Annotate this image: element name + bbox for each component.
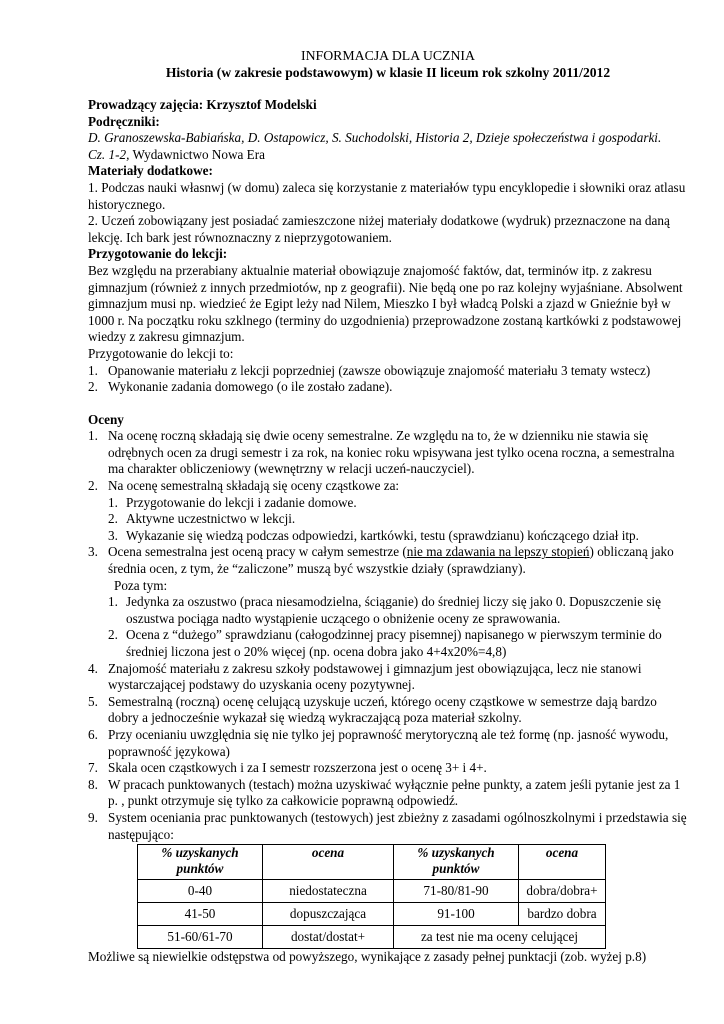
list-item [88, 777, 688, 810]
materials-paragraph-1: 1. Podczas nauki własnwj (w domu) zaleca się korzystanie z materiałów typu encyklopedie i słowniki oraz atlasu historycznego. [88, 179, 686, 212]
list-item [108, 511, 688, 528]
grades-heading: Oceny [88, 411, 124, 427]
list-number: 1. [108, 494, 118, 510]
table-cell: 51-60/61-70 [138, 926, 263, 949]
table-row [138, 880, 606, 903]
textbooks-heading: Podręczniki: [88, 113, 160, 129]
sub-list [108, 495, 688, 545]
list-number: 1. [108, 594, 118, 610]
list-item [108, 495, 688, 512]
footer-note: Możliwe są niewielkie odstępstwa od powyższego, wynikające z zasady pełnej punktacji (zob. wyżej p.8) [88, 949, 647, 965]
sub-list [108, 594, 688, 660]
list-number: 2. [108, 627, 118, 643]
list-text: Na ocenę roczną składają się dwie oceny semestralne. Ze względu na to, że w dzienniku nie stawia się odrębnych ocen za drugi semestr i za rok, na koniec roku wpisywana jest tylko ocena roczna, a semestralna ma charakter obliczeniowy (wewnętrzny w relacji uczeń-nauczyciel). [108, 428, 675, 477]
textbooks-line-2 [88, 147, 688, 164]
table-cell: niedostateczna [263, 880, 394, 903]
table-row [138, 926, 606, 949]
list-text: Opanowanie materiału z lekcji poprzedniej (zawsze obowiązuje znajomość materiału 3 tematy wstecz) [108, 362, 651, 378]
list-number: 5. [88, 693, 98, 709]
document-title: INFORMACJA DLA UCZNIA [300, 48, 475, 63]
list-number: 7. [88, 760, 98, 776]
list-item [88, 810, 688, 843]
list-text: ) obliczaną jako średnia ocen, z tym, że “zaliczone” muszą być wszystkie działy (sprawdziany). [108, 544, 674, 577]
list-text: W pracach punktowanych (testach) można uzyskiwać wyłącznie pełne punkty, a zatem jeśli pytanie jest za 1 p. , punkt otrzymuje się tylko za całkowicie poprawną odpowiedź. [108, 776, 681, 809]
list-text: System oceniania prac punktowanych (testowych) jest zbieżny z zasadami ogólnoszkolnymi i przedstawia się następująco: [108, 809, 687, 842]
list-number: 2. [88, 379, 98, 395]
table-cell: bardzo dobra [519, 903, 606, 926]
preparation-heading: Przygotowanie do lekcji: [88, 246, 228, 262]
table-cell: 41-50 [138, 903, 263, 926]
table-cell: 91-100 [394, 903, 519, 926]
table-cell: dopuszczająca [263, 903, 394, 926]
list-text: Skala ocen cząstkowych i za I semestr rozszerzona jest o ocenę 3+ i 4+. [108, 760, 487, 776]
list-text: Znajomość materiału z zakresu szkoły podstawowej i gimnazjum jest obowiązująca, lecz nie stanowi wystarczającej podstawy do uzyskania oceny pozytywnej. [108, 660, 642, 693]
table-cell: 71-80/81-90 [394, 880, 519, 903]
table-cell: dobra/dobra+ [519, 880, 606, 903]
list-item [88, 661, 688, 694]
preparation-list-intro: Przygotowanie do lekcji to: [88, 345, 234, 361]
textbooks-line-1: D. Granoszewska-Babiańska, D. Ostapowicz, S. Suchodolski, Historia 2, Dzieje społeczeństwa i gospodarki. [88, 130, 662, 146]
table-cell: 0-40 [138, 880, 263, 903]
table-header: % uzyskanych punktów [394, 845, 519, 880]
document-subtitle: Historia (w zakresie podstawowym) w klasie II liceum rok szkolny 2011/2012 [165, 65, 611, 80]
table-header: ocena [263, 845, 394, 880]
list-text: Jedynka za oszustwo (praca niesamodzielna, ściąganie) do średniej liczy się jako 0. Dopuszczenie się oszustwa pociąga nadto wystąpienie uczącego o obniżenie oceny ze sprawowania. [126, 594, 661, 626]
list-item [88, 727, 688, 760]
list-text: Przy ocenianiu uwzględnia się nie tylko jej poprawność merytoryczną ale też formę (np. jasność wywodu, poprawność językowa) [108, 726, 669, 759]
preparation-paragraph: Bez względu na przerabiany aktualnie materiał obowiązuje znajomość faktów, dat, terminów itp. z zakresu gimnazjum (również z innych przedmiotów, np z geografii). Nie będą one po raz kolejny wyjaśniane. Absolwent gimnazjum musi np. wiedzieć że Egipt leży nad Nilem, Mieszko I był władcą Polski a zjazd w Gnieźnie był w 1000 r. Na początku roku szklnego (terminy do uzgodnienia) przeprowadzone zostaną kartkówki z podstawowej wiedzy z zakresu gimnazjum. [88, 262, 683, 345]
table-cell: za test nie ma oceny celującej [394, 926, 606, 949]
list-text: Aktywne uczestnictwo w lekcji. [126, 511, 296, 527]
teacher-line: Prowadzący zajęcia: Krzysztof Modelski [88, 97, 317, 112]
list-item [88, 379, 688, 396]
grading-table [137, 844, 606, 949]
list-number: 2. [108, 511, 118, 527]
list-number: 4. [88, 660, 98, 676]
list-item [108, 627, 688, 660]
list-text: Przygotowanie do lekcji i zadanie domowe. [126, 494, 357, 510]
table-row [138, 903, 606, 926]
list-number: 3. [108, 527, 118, 543]
table-cell: dostat/dostat+ [263, 926, 394, 949]
textbooks-part: Cz. 1-2, [88, 146, 130, 162]
list-item [88, 694, 688, 727]
list-number: 1. [88, 362, 98, 378]
list-number: 3. [88, 544, 98, 560]
underlined-text: nie ma zdawania na lepszy stopień [406, 544, 590, 560]
preparation-list [88, 363, 688, 396]
list-item [88, 760, 688, 777]
list-text: Na ocenę semestralną składają się oceny cząstkowe za: [108, 478, 400, 494]
poza-label: Poza tym: [114, 577, 168, 593]
list-item [88, 478, 688, 544]
table-header-row [138, 845, 606, 880]
list-text: Ocena z “dużego” sprawdzianu (całogodzinnej pracy pisemnej) napisanego w pierwszym terminie do średniej liczona jest o 20% więcej (np. ocena dobra jako 4+4x20%=4,8) [126, 627, 662, 659]
list-item [88, 544, 688, 660]
list-text: Semestralną (roczną) ocenę celującą uzyskuje uczeń, którego oceny cząstkowe w semestrze dają bardzo dobry a jednocześnie wykazał się wiedzą wykraczającą poza materiał szkolny. [108, 693, 657, 726]
list-number: 8. [88, 776, 98, 792]
list-text: Wykazanie się wiedzą podczas odpowiedzi, kartkówki, testu (sprawdzianu) kończącego dział itp. [126, 527, 639, 543]
list-item [88, 363, 688, 380]
materials-heading: Materiały dodatkowe: [88, 163, 213, 179]
list-item [88, 428, 688, 478]
list-text: Ocena semestralna jest oceną pracy w całym semestrze ( [108, 544, 407, 560]
list-number: 1. [88, 428, 98, 444]
table-header: % uzyskanych punktów [138, 845, 263, 880]
materials-paragraph-2: 2. Uczeń zobowiązany jest posiadać zamieszczone niżej materiały dodatkowe (wydruk) przeznaczone na daną lekcję. Ich bark jest równoznaczny z nieprzygotowaniem. [88, 213, 670, 245]
list-item [108, 594, 688, 627]
document-page [88, 47, 688, 966]
textbooks-publisher: Wydawnictwo Nowa Era [129, 146, 265, 162]
list-item [108, 528, 688, 545]
table-header: ocena [519, 845, 606, 880]
list-text: Wykonanie zadania domowego (o ile zostało zadane). [108, 379, 393, 395]
grades-list [88, 428, 688, 843]
list-number: 2. [88, 478, 98, 494]
list-number: 6. [88, 726, 98, 742]
list-number: 9. [88, 809, 98, 825]
